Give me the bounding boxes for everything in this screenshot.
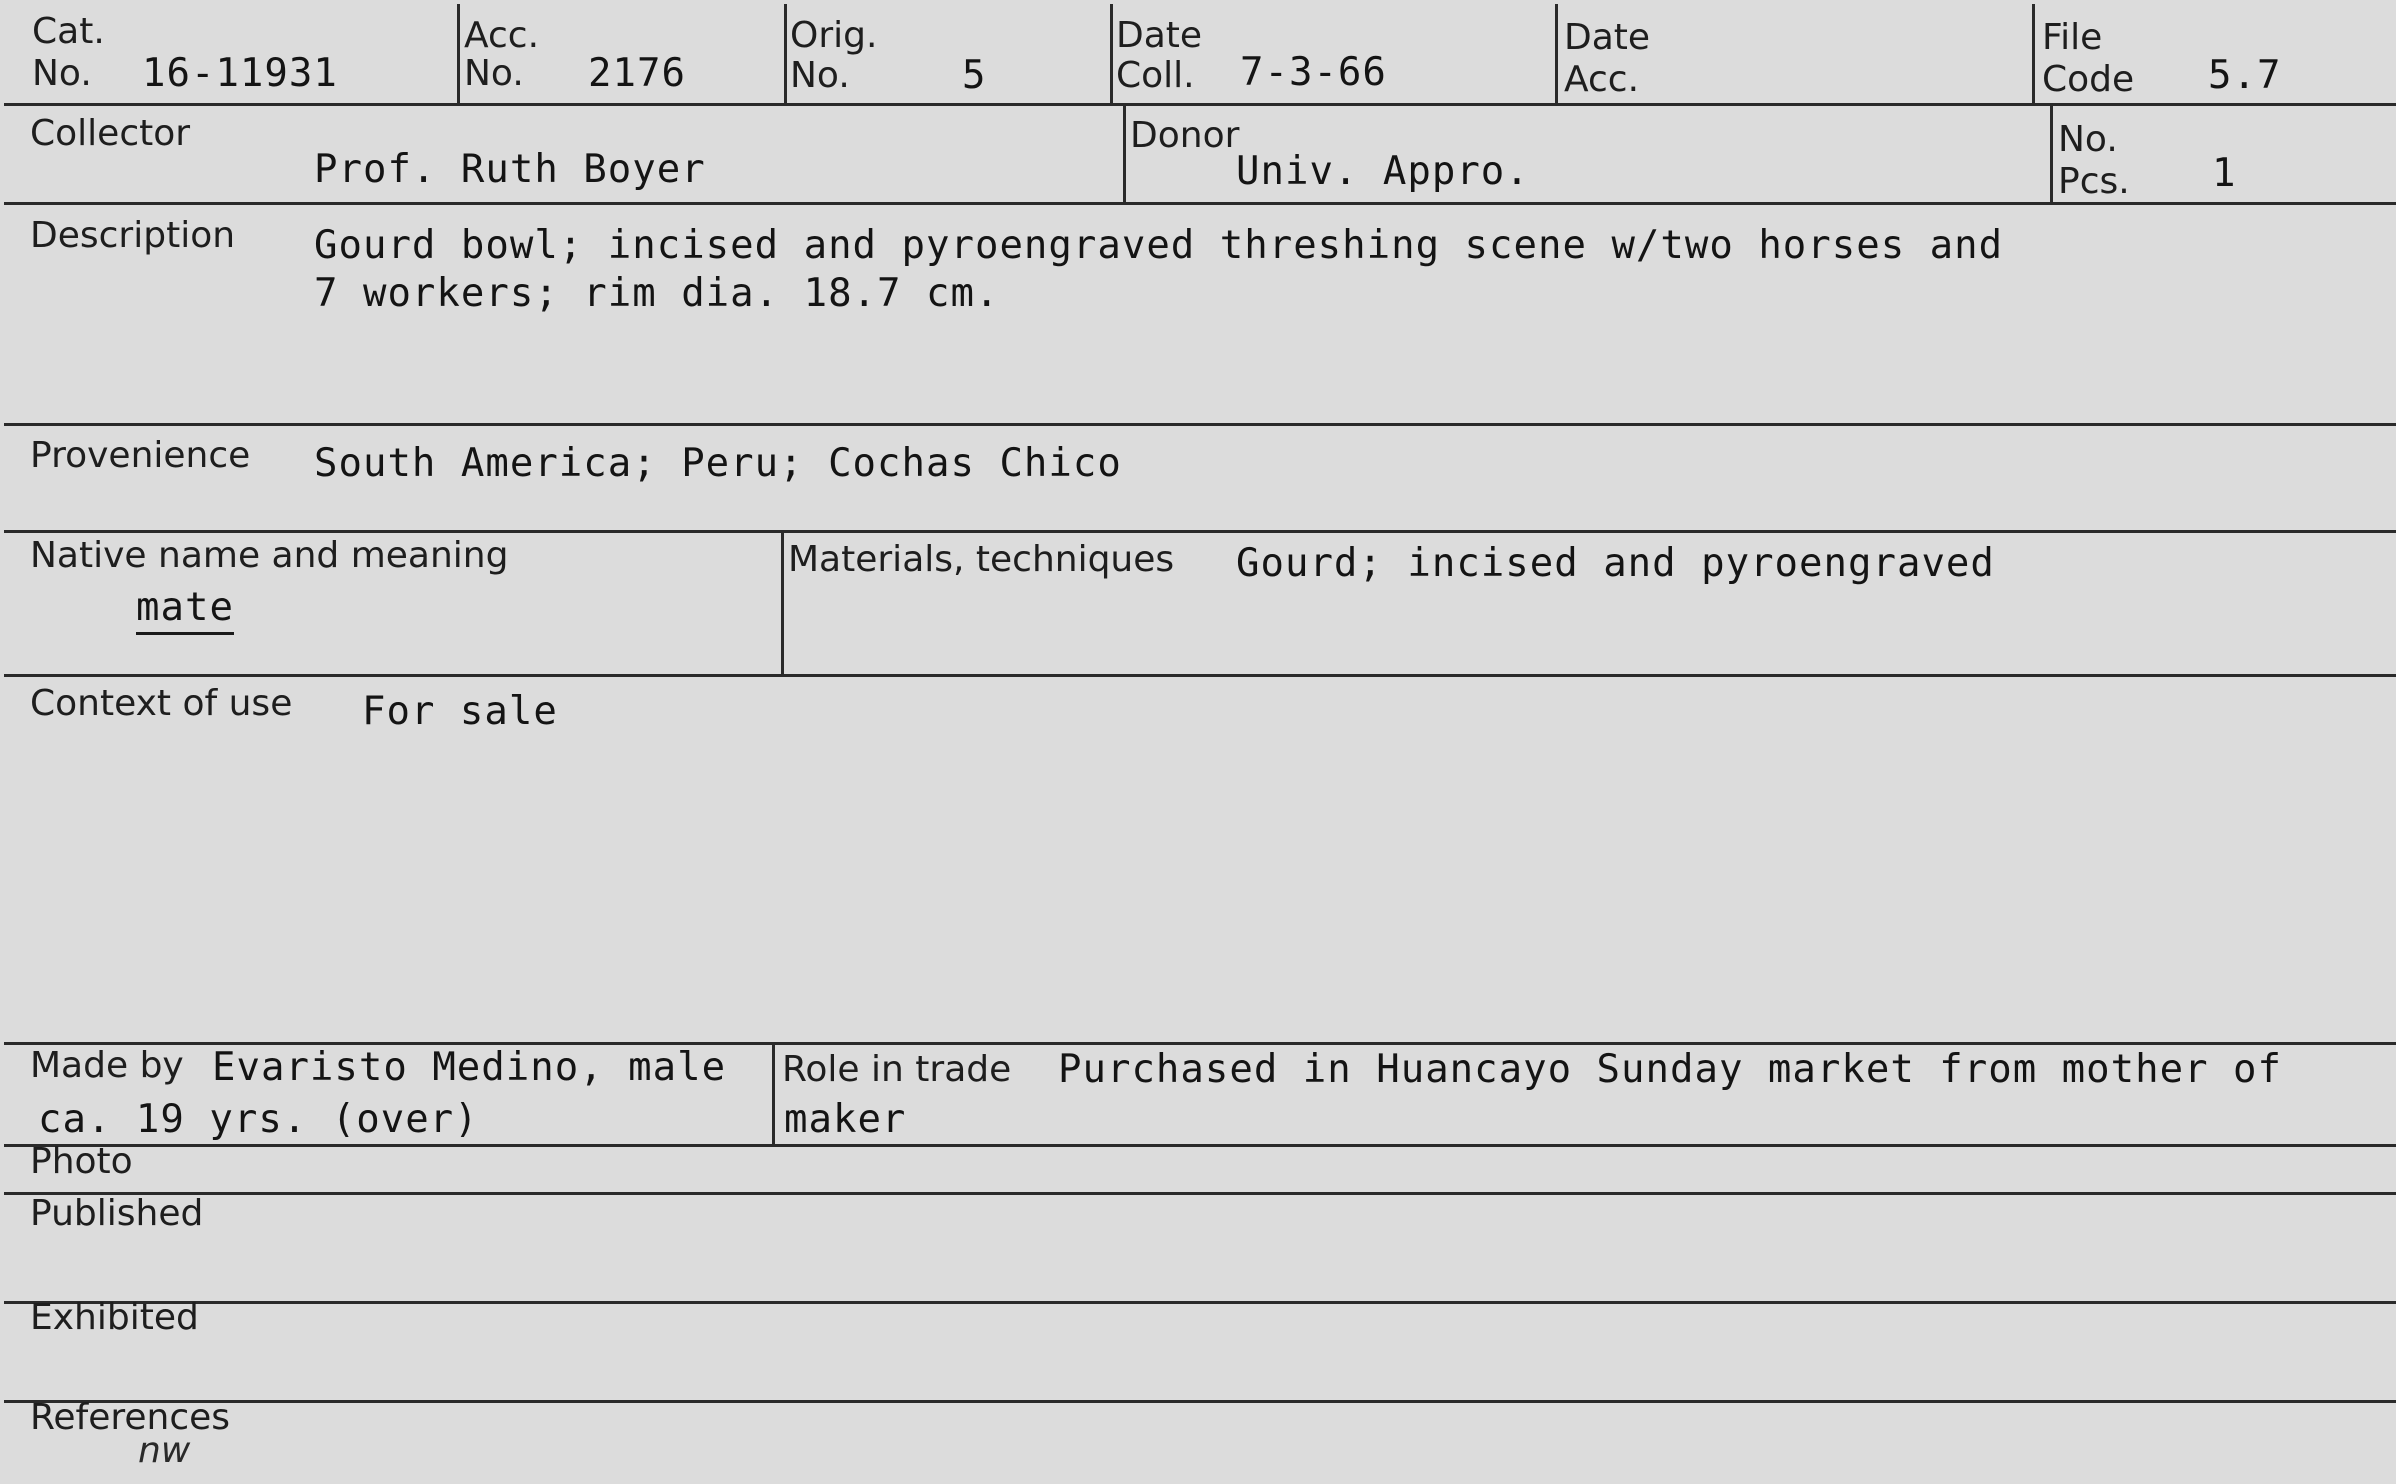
pieces-label: No. — [2058, 119, 2118, 160]
rule-exhibited-bottom — [4, 1400, 2396, 1403]
collector-value: Prof. Ruth Boyer — [314, 147, 706, 192]
file-code-label-2: Code — [2042, 59, 2135, 100]
rule-provenience-bottom — [4, 530, 2396, 533]
rule-v-dateacc — [2032, 4, 2035, 104]
made-by-line-2: ca. 19 yrs. (over) — [38, 1097, 479, 1142]
rule-published-bottom — [4, 1301, 2396, 1304]
rule-v-acc — [784, 4, 787, 104]
rule-v-madeby — [772, 1043, 775, 1145]
date-coll-label-2: Coll. — [1116, 55, 1195, 96]
exhibited-label: Exhibited — [30, 1297, 199, 1338]
acc-no-label: No. — [464, 53, 524, 94]
native-name-label: Native name and meaning — [30, 535, 509, 576]
donor-value: Univ. Appro. — [1236, 149, 1530, 194]
orig-label: Orig. — [790, 15, 878, 56]
pieces-label-2: Pcs. — [2058, 161, 2130, 202]
orig-no-value: 5 — [962, 53, 987, 98]
orig-no-label: No. — [790, 55, 850, 96]
date-acc-label-2: Acc. — [1564, 59, 1640, 100]
provenience-label: Provenience — [30, 435, 251, 476]
rule-madeby-bottom — [4, 1144, 2396, 1147]
rule-v-collector — [1123, 104, 1126, 204]
cat-no-value: 16-11931 — [142, 51, 338, 96]
made-by-line-1: Evaristo Medino, male — [212, 1045, 727, 1090]
collector-label: Collector — [30, 113, 191, 154]
references-initials: nw — [138, 1430, 191, 1471]
rule-description-bottom — [4, 423, 2396, 426]
rule-collector-bottom — [4, 202, 2396, 205]
description-label: Description — [30, 215, 236, 256]
file-code-label: File — [2042, 17, 2103, 58]
description-line-1: Gourd bowl; incised and pyroengraved threshing scene w/two horses and — [314, 223, 2004, 268]
role-in-trade-label: Role in trade — [782, 1049, 1012, 1090]
references-label: References — [30, 1397, 231, 1438]
cat-no-label: No. — [32, 53, 92, 94]
acc-label: Acc. — [464, 15, 540, 56]
rule-v-datecoll — [1555, 4, 1558, 104]
materials-label: Materials, techniques — [788, 539, 1175, 580]
rule-header-bottom — [4, 103, 2396, 106]
photo-label: Photo — [30, 1141, 133, 1182]
rule-v-donor — [2050, 104, 2053, 204]
cat-label: Cat. — [32, 11, 105, 52]
materials-value: Gourd; incised and pyroengraved — [1236, 541, 1995, 586]
made-by-label: Made by — [30, 1045, 184, 1086]
native-name-value: mate — [136, 586, 234, 635]
rule-native-bottom — [4, 674, 2396, 677]
pieces-value: 1 — [2212, 151, 2237, 196]
rule-v-cat — [457, 4, 460, 104]
date-acc-label: Date — [1564, 17, 1651, 58]
role-in-trade-line-2: maker — [784, 1097, 907, 1142]
rule-photo-bottom — [4, 1192, 2396, 1195]
rule-v-orig — [1110, 4, 1113, 104]
description-line-2: 7 workers; rim dia. 18.7 cm. — [314, 271, 1000, 316]
donor-label: Donor — [1130, 115, 1240, 156]
rule-v-native — [781, 531, 784, 676]
context-label: Context of use — [30, 683, 293, 724]
file-code-value: 5.7 — [2208, 53, 2282, 98]
date-coll-label: Date — [1116, 15, 1203, 56]
date-coll-value: 7-3-66 — [1240, 50, 1387, 95]
acc-no-value: 2176 — [588, 51, 686, 96]
context-value: For sale — [362, 689, 558, 734]
provenience-value: South America; Peru; Cochas Chico — [314, 441, 1122, 486]
role-in-trade-line-1: Purchased in Huancayo Sunday market from mother of — [1058, 1047, 2282, 1092]
published-label: Published — [30, 1193, 204, 1234]
